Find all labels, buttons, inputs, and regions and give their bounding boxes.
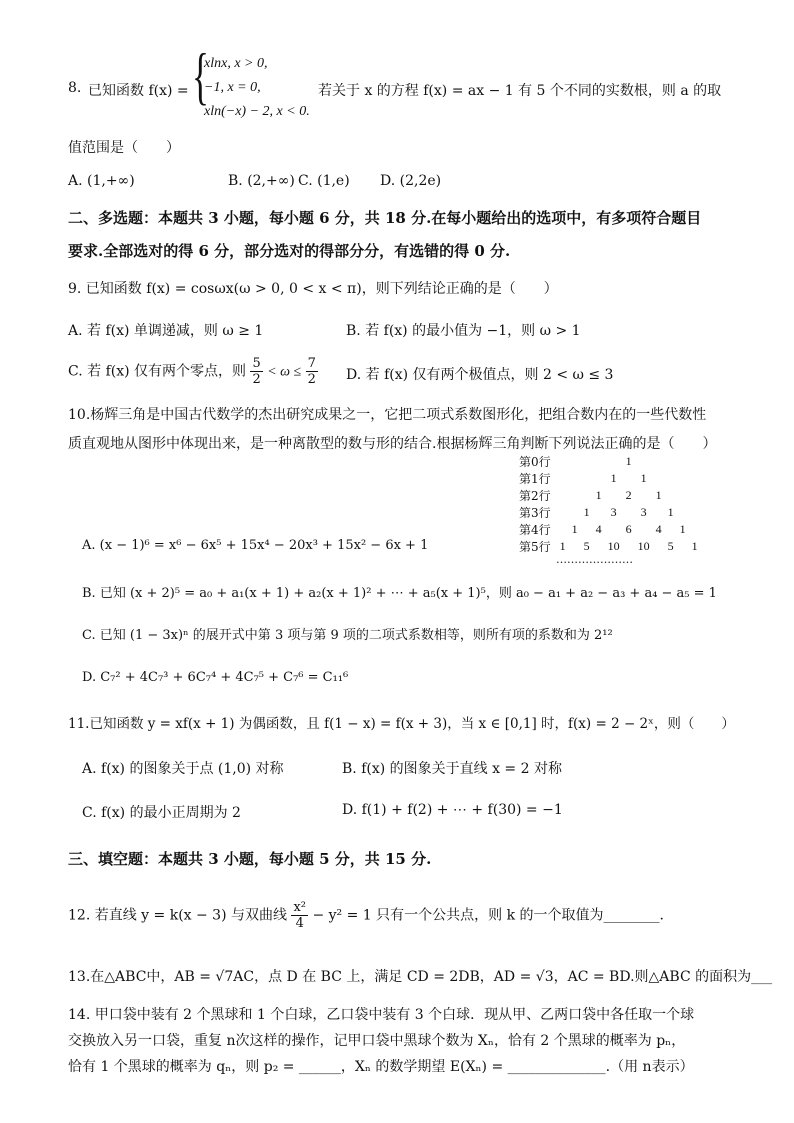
q8-option-c: C. (1,e)	[298, 173, 350, 189]
q9-option-c	[68, 356, 318, 387]
triangle-spacer	[581, 453, 593, 470]
triangle-spacer	[635, 521, 653, 538]
triangle-spacer	[557, 504, 569, 521]
triangle-spacer	[569, 453, 581, 470]
q11-option-b: B. f(x) 的图象关于直线 x = 2 对称	[342, 761, 562, 777]
triangle-row	[516, 504, 701, 521]
section-3-title: 三、填空题：本题共 3 小题，每小题 5 分，共 15 分.	[68, 850, 432, 868]
triangle-number: 1	[640, 471, 647, 485]
triangle-spacer	[581, 487, 593, 504]
triangle-number: 1	[559, 539, 566, 553]
triangle-spacer	[665, 453, 677, 470]
q8-number: 8.	[68, 80, 82, 96]
q9-option-c-mid: < ω ≤	[267, 364, 302, 380]
q8-case-2: −1, x = 0,	[204, 80, 261, 95]
triangle-spacer	[593, 470, 605, 487]
section-2-title-cont: 要求.全部选对的得 6 分，部分选对的得部分分，有选错的得 0 分.	[68, 242, 511, 260]
q9-option-c-pre: C. 若 f(x) 仅有两个零点，则	[68, 363, 247, 380]
triangle-number: 1	[625, 454, 632, 468]
triangle-number: 4	[595, 522, 602, 536]
triangle-row-label: 第3行	[519, 506, 551, 520]
triangle-spacer	[689, 487, 701, 504]
triangle-spacer	[665, 470, 677, 487]
triangle-spacer	[605, 521, 623, 538]
triangle-spacer	[665, 521, 677, 538]
yanghui-triangle	[516, 453, 701, 565]
q9-option-a: A. 若 f(x) 单调递减，则 ω ≥ 1	[68, 323, 264, 339]
triangle-spacer	[593, 504, 605, 521]
triangle-spacer	[557, 487, 569, 504]
frac2-num: 7	[307, 356, 316, 371]
triangle-number: 1	[655, 488, 662, 502]
triangle-spacer	[677, 470, 689, 487]
triangle-dots: …………………	[556, 553, 633, 566]
triangle-spacer	[623, 504, 635, 521]
triangle-spacer	[581, 470, 593, 487]
triangle-spacer	[689, 453, 701, 470]
q12-post: − y² = 1 只有一个公共点，则 k 的一个取值为________.	[312, 907, 664, 924]
triangle-number: 1	[667, 505, 674, 519]
q11-stem: 11.已知函数 y = xf(x + 1) 为偶函数，且 f(1 − x) = f(x + 3)，当 x ∈ [0,1] 时，f(x) = 2 − 2ˣ，则（ ）	[68, 716, 735, 732]
triangle-spacer	[593, 453, 605, 470]
triangle-spacer	[569, 504, 581, 521]
q8-option-b: B. (2,+∞)	[228, 173, 295, 189]
q8-case-1: xlnx, x > 0,	[204, 56, 268, 71]
q11-option-c: C. f(x) 的最小正周期为 2	[82, 805, 241, 821]
triangle-spacer	[665, 487, 677, 504]
triangle-spacer	[689, 470, 701, 487]
triangle-row	[516, 487, 701, 504]
triangle-spacer	[569, 487, 581, 504]
triangle-row-label: 第4行	[519, 523, 551, 537]
q12-frac-num: x²	[293, 900, 306, 915]
triangle-number: 10	[637, 539, 650, 553]
q9-option-c-frac1	[250, 356, 262, 387]
q9-option-b: B. 若 f(x) 的最小值为 −1，则 ω > 1	[346, 323, 581, 339]
triangle-spacer	[581, 521, 593, 538]
q10-stem-1: 10.杨辉三角是中国古代数学的杰出研究成果之一，它把二项式系数图形化，把组合数内在的一些代数性	[68, 407, 707, 423]
q14-line-1: 14. 甲口袋中装有 2 个黑球和 1 个白球，乙口袋中装有 3 个白球．现从甲、乙两口袋中各任取一个球	[68, 1007, 695, 1023]
triangle-number: 2	[625, 488, 632, 502]
triangle-row-label: 第0行	[519, 455, 551, 469]
triangle-number: 1	[691, 539, 698, 553]
q10-stem-2: 质直观地从图形中体现出来，是一种离散型的数与形的结合.根据杨辉三角判断下列说法正确的是（ ）	[68, 436, 717, 452]
q8-lead: 已知函数 f(x) =	[88, 83, 189, 99]
triangle-spacer	[653, 538, 665, 555]
section-2-title: 二、多选题：本题共 3 小题，每小题 6 分，共 18 分.在每小题给出的选项中，有多项符合题目	[68, 209, 702, 227]
q10-option-a: A. (x − 1)⁶ = x⁶ − 6x⁵ + 15x⁴ − 20x³ + 15x² − 6x + 1	[82, 538, 429, 553]
q8-option-a: A. (1,+∞)	[68, 173, 135, 189]
q13-text: 13.在△ABC中，AB = √7AC，点 D 在 BC 上，满足 CD = 2DB，AD = √3，AC = BD.则△ABC 的面积为___	[68, 969, 773, 985]
triangle-row-label: 第2行	[519, 489, 551, 503]
triangle-spacer	[623, 470, 635, 487]
triangle-spacer	[677, 453, 689, 470]
frac1-num: 5	[252, 356, 261, 371]
triangle-number: 1	[571, 522, 578, 536]
triangle-row	[516, 521, 701, 538]
q9-option-c-frac2	[306, 356, 318, 387]
q8-continuation: 值范围是（ ）	[68, 140, 180, 156]
q11-option-a: A. f(x) 的图象关于点 (1,0) 对称	[82, 761, 284, 777]
q14-line-3: 恰有 1 个黑球的概率为 qₙ，则 p₂ = ______，Xₙ 的数学期望 E(Xₙ) = ______________.（用 n表示）	[68, 1059, 694, 1075]
triangle-spacer	[677, 504, 689, 521]
q12-line	[68, 900, 664, 931]
q9-option-d: D. 若 f(x) 仅有两个极值点，则 2 < ω ≤ 3	[346, 367, 614, 383]
q10-option-c: C. 已知 (1 − 3x)ⁿ 的展开式中第 3 项与第 9 项的二项式系数相等，则所有项的系数和为 2¹²	[82, 628, 613, 643]
triangle-spacer	[653, 504, 665, 521]
q8-case-3: xln(−x) − 2, x < 0.	[204, 104, 310, 119]
triangle-number: 6	[625, 522, 632, 536]
q8-brace: {	[192, 40, 209, 111]
triangle-number: 3	[610, 505, 617, 519]
q14-line-2: 交换放入另一口袋，重复 n次这样的操作，记甲口袋中黑球个数为 Xₙ，恰有 2 个黑球的概率为 pₙ，	[68, 1033, 686, 1049]
triangle-spacer	[677, 538, 689, 555]
triangle-number: 4	[655, 522, 662, 536]
triangle-row-label: 第5行	[519, 540, 551, 554]
q10-option-d: D. C₇² + 4C₇³ + 6C₇⁴ + 4C₇⁵ + C₇⁶ = C₁₁⁶	[82, 670, 349, 685]
triangle-spacer	[689, 521, 701, 538]
q8-option-d: D. (2,2e)	[380, 173, 442, 189]
q8-tail: 若关于 x 的方程 f(x) = ax − 1 有 5 个不同的实数根，则 a 的取	[318, 83, 722, 99]
triangle-spacer	[689, 504, 701, 521]
triangle-spacer	[605, 487, 623, 504]
q11-option-d: D. f(1) + f(2) + ⋯ + f(30) = −1	[342, 802, 563, 818]
triangle-number: 1	[595, 488, 602, 502]
triangle-number: 1	[610, 471, 617, 485]
q12-frac	[291, 900, 308, 931]
triangle-spacer	[557, 521, 569, 538]
triangle-spacer	[569, 470, 581, 487]
triangle-spacer	[557, 470, 569, 487]
triangle-number: 5	[583, 539, 590, 553]
triangle-number: 1	[583, 505, 590, 519]
q12-frac-den: 4	[295, 916, 304, 931]
q10-option-b: B. 已知 (x + 2)⁵ = a₀ + a₁(x + 1) + a₂(x + 1)² + ⋯ + a₅(x + 1)⁵，则 a₀ − a₁ + a₂ − a₃ + a₄ − a₅ = 1	[82, 586, 717, 601]
q12-pre: 12. 若直线 y = k(x − 3) 与双曲线	[68, 907, 287, 924]
triangle-spacer	[605, 453, 623, 470]
triangle-spacer	[677, 487, 689, 504]
triangle-spacer	[557, 453, 569, 470]
triangle-row	[516, 470, 701, 487]
triangle-number: 1	[679, 522, 686, 536]
triangle-spacer	[635, 453, 653, 470]
triangle-row-label: 第1行	[519, 472, 551, 486]
triangle-number: 10	[607, 539, 620, 553]
triangle-number: 3	[640, 505, 647, 519]
frac1-den: 2	[252, 372, 261, 387]
triangle-row	[516, 453, 701, 470]
frac2-den: 2	[307, 372, 316, 387]
triangle-number: 5	[667, 539, 674, 553]
q9-stem: 9. 已知函数 f(x) = cosωx(ω > 0, 0 < x < π)，则下列结论正确的是（ ）	[68, 281, 558, 297]
triangle-spacer	[635, 487, 653, 504]
triangle-spacer	[653, 453, 665, 470]
triangle-spacer	[653, 470, 665, 487]
